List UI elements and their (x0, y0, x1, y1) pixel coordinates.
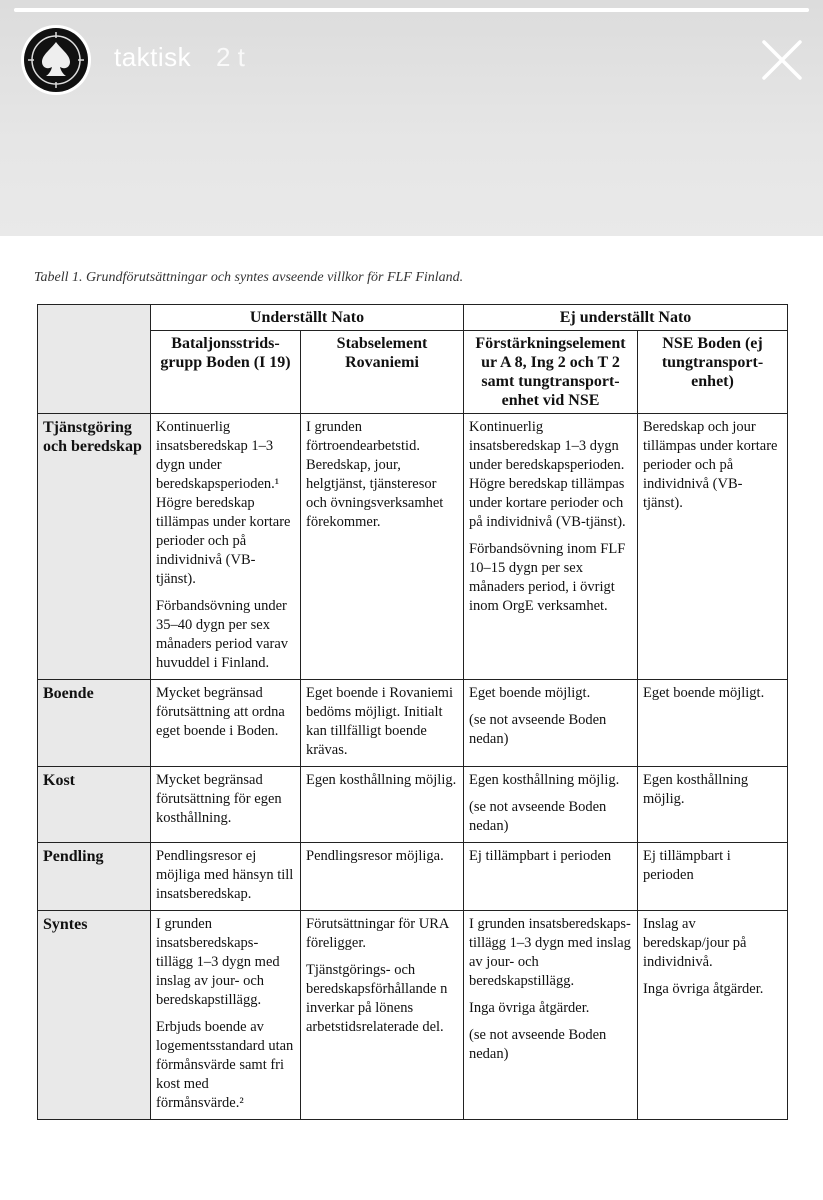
column-header: Förstärkningselement ur A 8, Ing 2 och T 2 samt tungtransport-enhet vid NSE (464, 331, 638, 414)
cell-paragraph: Egen kosthållning möjlig. (306, 772, 457, 788)
row-header: Tjänstgöring och beredskap (38, 414, 151, 680)
cell-paragraph: Mycket begränsad förutsättning för egen kosthållning. (156, 772, 282, 826)
table-row (38, 414, 788, 680)
table-cell (638, 414, 788, 680)
spade-emblem-icon (24, 28, 88, 92)
cell-paragraph: Tjänstgörings- och beredskapsförhållande n inverkar på lönens arbetstidsrelaterade del. (306, 962, 448, 1035)
cell-paragraph: Inslag av beredskap/jour på individnivå. (643, 916, 747, 970)
story-header (0, 0, 823, 236)
cell-paragraph: Erbjuds boende av logementsstandard utan förmånsvärde samt fri kost med förmånsvärde.² (156, 1019, 294, 1111)
table-cell (464, 843, 638, 911)
table-cell (638, 843, 788, 911)
table-cell (301, 843, 464, 911)
cell-paragraph: Ej tillämpbart i perioden (643, 848, 731, 883)
table-cell (301, 767, 464, 843)
cell-paragraph: Egen kosthållning möjlig. (469, 772, 620, 788)
table-cell (638, 767, 788, 843)
cell-paragraph: Inga övriga åtgärder. (469, 1000, 590, 1016)
cell-paragraph: I grunden insatsberedskaps-tillägg 1–3 dygn med inslag av jour- och beredskapstillägg. (156, 916, 280, 1008)
table-cell (638, 911, 788, 1120)
cell-paragraph: Pendlingsresor möjliga. (306, 848, 444, 864)
group-header: Underställt Nato (151, 305, 464, 331)
post-time: 2 t (216, 42, 245, 72)
cell-paragraph: Beredskap och jour tillämpas under kortare perioder och på individnivå (VB-tjänst). (643, 419, 778, 511)
document-image (0, 236, 823, 1200)
column-header: Bataljonsstrids-grupp Boden (I 19) (151, 331, 301, 414)
cell-paragraph: Kontinuerlig insatsberedskap 1–3 dygn under beredskapsperioden.¹ Högre beredskap tillämpas under kortare perioder och på individnivå (VB-tjänst). (156, 419, 291, 587)
column-header: Stabselement Rovaniemi (301, 331, 464, 414)
cell-paragraph: (se not avseende Boden nedan) (469, 1027, 607, 1062)
cell-paragraph: I grunden insatsberedskaps-tillägg 1–3 dygn med inslag av jour- och beredskapstillägg. (469, 916, 631, 989)
row-header: Kost (38, 767, 151, 843)
cell-paragraph: I grunden förtroendearbetstid. Beredskap, jour, helgtjänst, tjänsteresor och övningsverksamhet förekommer. (306, 419, 444, 530)
cell-paragraph: Eget boende möjligt. (469, 685, 591, 701)
cell-paragraph: Förbandsövning under 35–40 dygn per sex månaders period varav huvuddel i Finland. (156, 598, 289, 671)
row-header: Pendling (38, 843, 151, 911)
cell-paragraph: (se not avseende Boden nedan) (469, 799, 607, 834)
table-cell (464, 680, 638, 767)
column-header: NSE Boden (ej tungtransport-enhet) (638, 331, 788, 414)
table-caption: Tabell 1. Grundförutsättningar och syntes avseende villkor för FLF Finland. (34, 270, 464, 285)
cell-paragraph: Egen kosthållning möjlig. (643, 772, 749, 807)
table-cell (151, 767, 301, 843)
row-header: Boende (38, 680, 151, 767)
table-cell (464, 414, 638, 680)
table-cell (151, 843, 301, 911)
table-row (38, 680, 788, 767)
table-cell (301, 680, 464, 767)
cell-paragraph: Inga övriga åtgärder. (643, 981, 764, 997)
story-progress-fill (14, 8, 809, 12)
avatar[interactable] (24, 28, 88, 92)
cell-paragraph: Eget boende möjligt. (643, 685, 765, 701)
close-button[interactable] (760, 38, 804, 82)
table-cell (151, 414, 301, 680)
group-header-row (38, 305, 788, 331)
close-icon (760, 38, 804, 82)
story-progress-bar (14, 8, 809, 12)
cell-paragraph: Kontinuerlig insatsberedskap 1–3 dygn under beredskapsperioden. Högre beredskap tillämpas under kortare perioder och på individnivå (VB-tjänst). (469, 419, 626, 530)
cell-paragraph: Pendlingsresor ej möjliga med hänsyn till insatsberedskap. (156, 848, 294, 902)
row-header: Syntes (38, 911, 151, 1120)
table-row (38, 843, 788, 911)
cell-paragraph: (se not avseende Boden nedan) (469, 712, 607, 747)
table-cell (638, 680, 788, 767)
cell-paragraph: Ej tillämpbart i perioden (469, 848, 612, 864)
table-cell (301, 911, 464, 1120)
column-header-row (38, 331, 788, 414)
table-cell (301, 414, 464, 680)
conditions-table (37, 304, 788, 1120)
table-cell (151, 911, 301, 1120)
cell-paragraph: Förbandsövning inom FLF 10–15 dygn per sex månaders period, i övrigt inom OrgE verksamhet. (469, 541, 626, 614)
cell-paragraph: Förutsättningar för URA föreligger. (306, 916, 449, 951)
cell-paragraph: Eget boende i Rovaniemi bedöms möjligt. Initialt kan tillfälligt boende krävas. (306, 685, 453, 758)
group-header: Ej underställt Nato (464, 305, 788, 331)
table-corner (38, 305, 151, 414)
table-cell (464, 911, 638, 1120)
table-cell (464, 767, 638, 843)
table-row (38, 911, 788, 1120)
table-cell (151, 680, 301, 767)
username[interactable]: taktisk (114, 42, 192, 72)
cell-paragraph: Mycket begränsad förutsättning att ordna eget boende i Boden. (156, 685, 285, 739)
table-row (38, 767, 788, 843)
